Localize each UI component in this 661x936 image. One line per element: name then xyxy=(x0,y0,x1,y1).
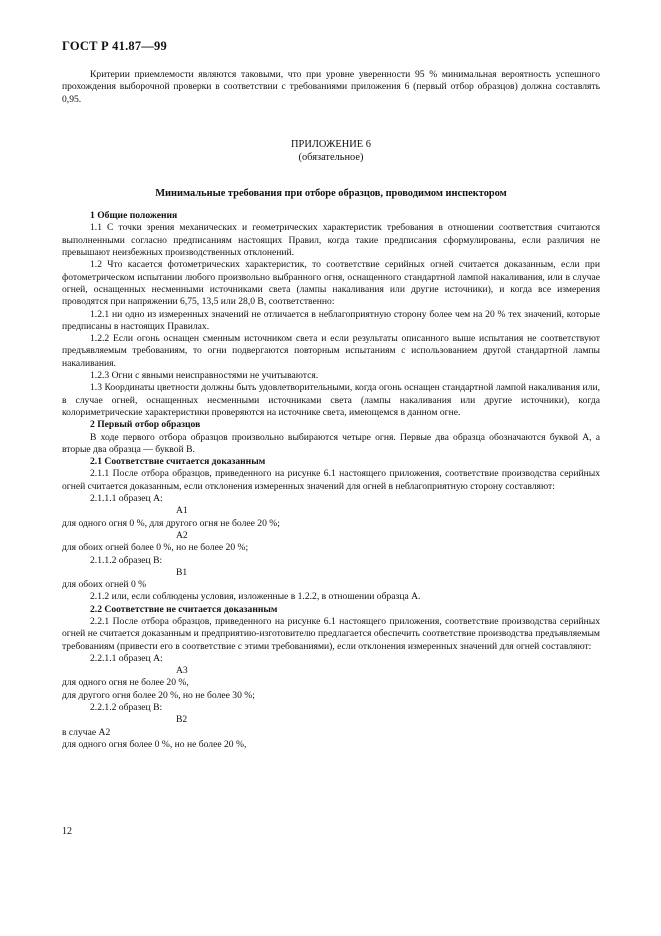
paragraph: для одного огня не более 20 %, xyxy=(62,677,189,689)
formula-label: А1 xyxy=(176,505,188,517)
section-heading: 2 Первый отбор образцов xyxy=(90,419,201,431)
paragraph: 1.2 Что касается фотометрических характеристик, то соответствие серийных огней считается доказанным, если при фотометрическом испытании любого произвольно выбранного огня, оснащенного стандартной лампой накаливания, или в случае огней, оснащенных несменными источниками света (лампы накаливания или другие источники), и когда все измерения проводятся при напряжении 6,75, 13,5 или 28,0 В, соответственно: xyxy=(62,259,600,308)
formula-label: В2 xyxy=(176,714,188,726)
paragraph: 2.1.1.1 образец А: xyxy=(90,493,163,505)
paragraph: 1.2.2 Если огонь оснащен сменным источником света и если результаты описанного выше испытания не соответствуют предъявляемым требованиям, то огни подвергаются повторным испытаниям с использованием другой стандартной лампы накаливания. xyxy=(62,333,600,369)
page-number: 12 xyxy=(62,826,72,837)
paragraph: 1.1 С точки зрения механических и геометрических характеристик требования в отношении соответствия считаются выполненными согласно предписаниям настоящих Правил, когда такие предписания сформулированы, если различия не превышают неизбежных производственных отклонений. xyxy=(62,222,600,259)
paragraph: 2.1.1 После отбора образцов, приведенного на рисунке 6.1 настоящего приложения, соответствие производства серийных огней считается доказанным, если отклонения измеренных значений для огней в неблагоприятную сторону составляют: xyxy=(62,468,600,492)
appendix-status: (обязательное) xyxy=(298,151,364,163)
paragraph: 1.2.3 Огни с явными неисправностями не учитываются. xyxy=(90,370,319,382)
paragraph: для другого огня более 20 %, но не более 30 %; xyxy=(62,689,255,701)
appendix-heading xyxy=(62,138,600,164)
intro-paragraph: Критерии приемлемости являются таковыми, что при уровне уверенности 95 % минимальная вероятность успешного прохождения выборочной проверки в соответствии с требованиями приложения 6 (первый отбор образцов) должна составлять 0,95. xyxy=(62,69,600,105)
paragraph: для одного огня более 0 %, но не более 20 %, xyxy=(62,738,247,750)
paragraph: 2.2.1.2 образец В: xyxy=(90,702,163,714)
paragraph: в случае А2 xyxy=(62,726,111,738)
section-title: Минимальные требования при отборе образцов, проводимом инспектором xyxy=(155,187,507,199)
paragraph: 2.2.1.1 образец А: xyxy=(90,652,163,664)
formula-label: А2 xyxy=(176,529,188,541)
paragraph: В ходе первого отбора образцов произвольно выбираются четыре огня. Первые два образца обозначаются буквой А, а вторые два образца — буквой В. xyxy=(62,431,600,455)
paragraph: для одного огня 0 %, для другого огня не более 20 %; xyxy=(62,517,280,529)
paragraph: 1.3 Координаты цветности должны быть удовлетворительными, когда огонь оснащен стандартной лампой накаливания или, в случае огней, оснащенных несменными источниками света (лампы накаливания или другие источники), когда колориметрические характеристики проверяются на источнике света, имеющемся в данном огне. xyxy=(62,382,600,418)
document-body xyxy=(62,69,600,751)
paragraph: 2.2.1 После отбора образцов, приведенного на рисунке 6.1 настоящего приложения, соответствие производства серийных огней не считается доказанным и предприятию-изготовителю предлагается обеспечить соответствие производства предъявляемым требованиям (привести его в соответствие с этими требованиями), если отклонения измеренных значений для огней составляют: xyxy=(62,615,600,652)
paragraph: 2.1.1.2 образец В: xyxy=(90,554,163,566)
section-heading: 1 Общие положения xyxy=(90,210,178,222)
section-heading: 2.1 Соответствие считается доказанным xyxy=(90,456,266,468)
formula-label: А3 xyxy=(176,665,188,677)
appendix-name: ПРИЛОЖЕНИЕ 6 xyxy=(291,138,371,150)
formula-label: В1 xyxy=(176,566,188,578)
section-heading: 2.2 Соответствие не считается доказанным xyxy=(90,603,278,615)
paragraph: 1.2.1 ни одно из измеренных значений не отличается в неблагоприятную сторону более чем на 20 % тех значений, которые предписаны в настоящих Правилах. xyxy=(62,308,600,332)
paragraph: 2.1.2 или, если соблюдены условия, изложенные в 1.2.2, в отношении образца А. xyxy=(90,591,421,603)
paragraph: для обоих огней 0 % xyxy=(62,579,147,591)
paragraph-list xyxy=(62,210,600,751)
paragraph: для обоих огней более 0 %, но не более 20 %; xyxy=(62,542,249,554)
document-header: ГОСТ Р 41.87—99 xyxy=(62,39,167,53)
